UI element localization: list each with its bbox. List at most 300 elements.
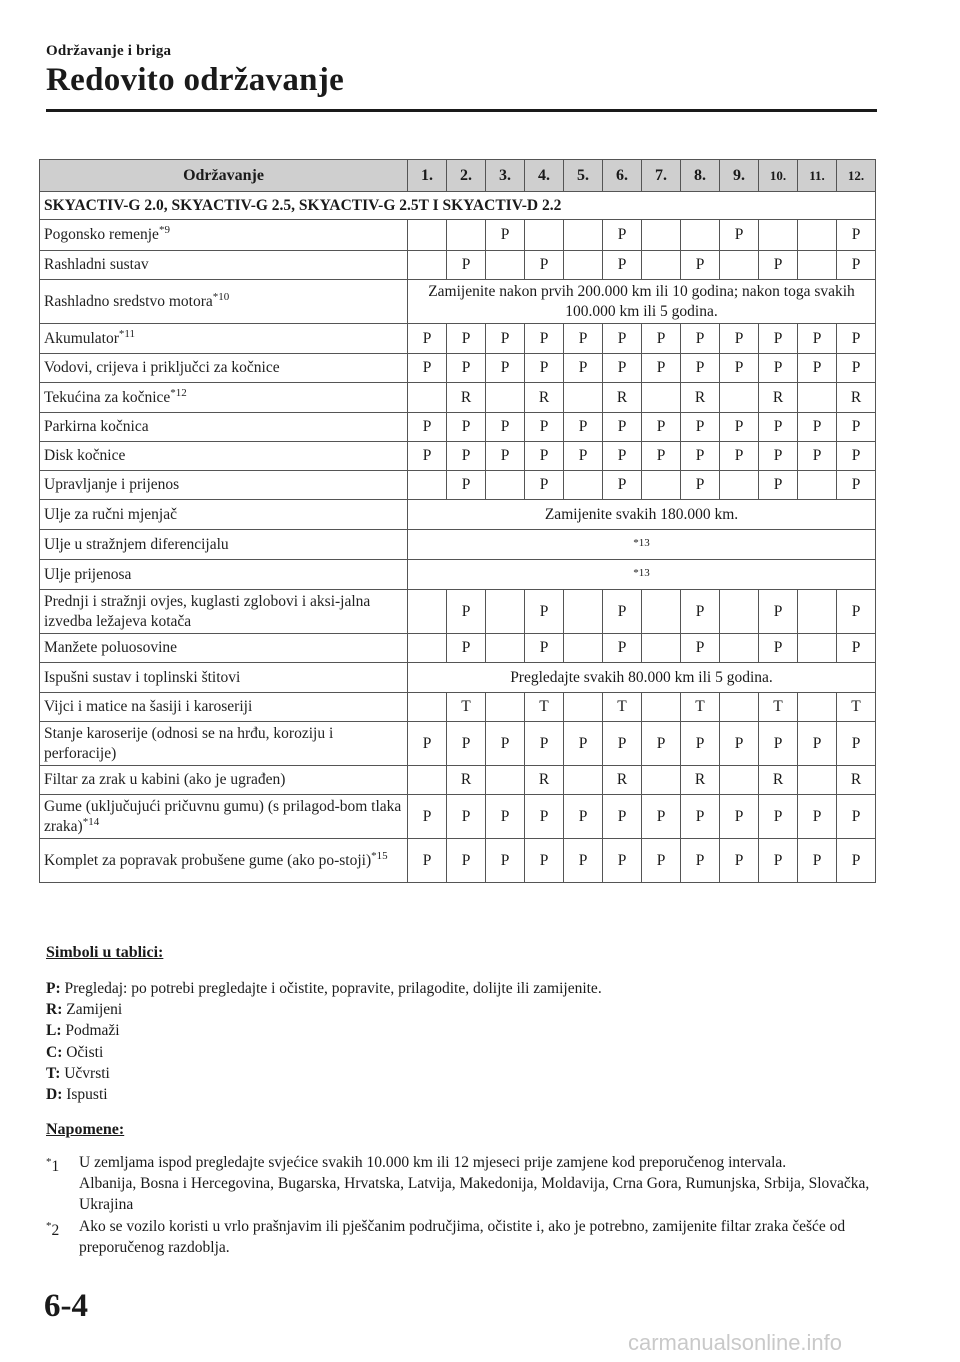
note-body <box>79 1152 876 1216</box>
table-cell <box>798 471 837 500</box>
table-cell: P <box>447 324 486 354</box>
table-cell: P <box>681 251 720 280</box>
watermark: carmanualsonline.info <box>628 1330 843 1355</box>
row-label <box>40 839 408 883</box>
table-cell: P <box>408 324 447 354</box>
row-label-text: Upravljanje i prijenos <box>44 476 180 493</box>
table-cell <box>408 634 447 663</box>
table-cell: P <box>681 795 720 839</box>
table-cell <box>408 251 447 280</box>
table-cell <box>486 693 525 722</box>
symbol-text: Ispusti <box>66 1086 108 1104</box>
row-label-text: Ulje u stražnjem diferencijalu <box>44 535 229 553</box>
row-label <box>40 560 408 590</box>
table-cell: P <box>837 220 876 251</box>
table-cell: P <box>681 324 720 354</box>
table-cell: P <box>798 354 837 383</box>
table-cell: P <box>525 722 564 766</box>
table-row <box>40 663 876 693</box>
table-cell: P <box>759 722 798 766</box>
table-cell <box>486 383 525 413</box>
table-cell: P <box>681 413 720 442</box>
table-row <box>40 220 876 251</box>
table-row <box>40 766 876 795</box>
note-marker <box>46 1216 79 1258</box>
symbol-item <box>46 1020 602 1041</box>
header-interval: 2. <box>447 160 486 192</box>
table-cell: P <box>525 354 564 383</box>
table-cell <box>720 251 759 280</box>
note-asterisk: * <box>46 1156 52 1168</box>
table-cell: P <box>681 354 720 383</box>
table-cell <box>720 693 759 722</box>
table-cell: P <box>798 413 837 442</box>
header-interval: 3. <box>486 160 525 192</box>
table-cell: P <box>525 324 564 354</box>
table-cell: R <box>603 766 642 795</box>
table-cell <box>642 383 681 413</box>
table-cell <box>486 766 525 795</box>
table-cell <box>798 693 837 722</box>
table-cell: P <box>681 471 720 500</box>
table-row <box>40 442 876 471</box>
table-cell: P <box>486 442 525 471</box>
row-label <box>40 442 408 471</box>
table-cell: P <box>759 471 798 500</box>
table-cell <box>798 251 837 280</box>
table-cell: P <box>447 442 486 471</box>
note-item <box>46 1152 876 1216</box>
table-row <box>40 383 876 413</box>
table-cell: P <box>759 839 798 883</box>
table-cell: T <box>681 693 720 722</box>
header-interval: 4. <box>525 160 564 192</box>
table-row <box>40 590 876 634</box>
table-cell <box>486 471 525 500</box>
row-label <box>40 280 408 324</box>
table-row <box>40 251 876 280</box>
symbol-item <box>46 978 602 999</box>
table-cell: P <box>642 722 681 766</box>
table-row <box>40 354 876 383</box>
table-cell: P <box>603 442 642 471</box>
table-cell: P <box>642 442 681 471</box>
row-label <box>40 413 408 442</box>
table-cell <box>564 693 603 722</box>
symbol-key: L: <box>46 1022 62 1040</box>
header-interval: 1. <box>408 160 447 192</box>
table-cell: P <box>681 442 720 471</box>
symbol-key: C: <box>46 1043 63 1061</box>
table-cell: P <box>525 442 564 471</box>
table-cell: P <box>447 354 486 383</box>
span-cell: Zamijenite nakon prvih 200.000 km ili 10 godina; nakon toga svakih 100.000 km ili 5 godina. <box>408 280 876 324</box>
note-line: Ako se vozilo koristi u vrlo prašnjavim ili pješčanim područjima, očistite i, ako je potrebno, zamijenite filtar zraka češće od preporučenog razdoblja. <box>79 1217 846 1256</box>
table-cell: P <box>408 722 447 766</box>
table-cell: P <box>720 354 759 383</box>
table-cell: P <box>642 839 681 883</box>
table-cell: R <box>447 383 486 413</box>
table-cell <box>759 220 798 251</box>
row-label-text: Stanje karoserije (odnosi se na hrđu, koroziju i perforacije) <box>44 724 334 762</box>
table-cell: R <box>759 383 798 413</box>
table-cell <box>525 220 564 251</box>
table-cell: P <box>837 722 876 766</box>
table-cell: P <box>603 590 642 634</box>
table-cell: P <box>486 839 525 883</box>
header-interval: 10. <box>759 160 798 192</box>
row-label-text: Tekućina za kočnice <box>44 388 171 406</box>
table-row <box>40 413 876 442</box>
table-cell: P <box>408 354 447 383</box>
table-cell: P <box>642 795 681 839</box>
note-number: 2 <box>51 1221 60 1239</box>
table-cell <box>408 383 447 413</box>
row-label <box>40 471 408 500</box>
table-cell: P <box>486 354 525 383</box>
page-number: 6-4 <box>44 1288 88 1324</box>
symbol-key: T: <box>46 1064 61 1082</box>
row-label-text: Disk kočnice <box>44 447 126 464</box>
footnote-ref: *15 <box>371 849 388 862</box>
table-cell <box>408 693 447 722</box>
engine-row-label: SKYACTIV-G 2.0, SKYACTIV-G 2.5, SKYACTIV-G 2.5T I SKYACTIV-D 2.2 <box>40 192 876 220</box>
symbol-text: Očisti <box>66 1043 104 1061</box>
table-cell <box>564 251 603 280</box>
table-cell: P <box>447 413 486 442</box>
table-cell: P <box>798 324 837 354</box>
symbols-heading: Simboli u tablici: <box>46 944 164 961</box>
note-number: 1 <box>51 1158 60 1176</box>
table-cell <box>564 383 603 413</box>
table-row <box>40 500 876 530</box>
table-cell: P <box>525 413 564 442</box>
table-cell <box>720 590 759 634</box>
table-cell: P <box>837 324 876 354</box>
table-cell: P <box>447 634 486 663</box>
row-label <box>40 530 408 560</box>
table-cell: P <box>603 471 642 500</box>
table-cell <box>681 220 720 251</box>
row-label-text: Akumulator <box>44 329 119 347</box>
span-cell: Zamijenite svakih 180.000 km. <box>408 500 876 530</box>
row-label-text: Ulje prijenosa <box>44 565 132 583</box>
table-cell: P <box>642 354 681 383</box>
table-cell: P <box>525 839 564 883</box>
row-label <box>40 220 408 251</box>
table-cell <box>447 220 486 251</box>
table-cell: P <box>564 722 603 766</box>
symbol-item <box>46 1042 602 1063</box>
footnote-cell: *13 <box>408 530 876 560</box>
table-cell: P <box>603 354 642 383</box>
table-cell <box>642 634 681 663</box>
table-cell: P <box>759 251 798 280</box>
row-label <box>40 500 408 530</box>
table-cell: P <box>486 795 525 839</box>
table-row <box>40 634 876 663</box>
table-cell: P <box>564 324 603 354</box>
table-cell: P <box>603 220 642 251</box>
note-asterisk: * <box>46 1219 52 1232</box>
table-cell: P <box>720 795 759 839</box>
header-interval: 9. <box>720 160 759 192</box>
symbol-text: Pregledaj: po potrebi pregledajte i očistite, popravite, prilagodite, dolijte ili zamijenite. <box>64 980 602 997</box>
note-line: U zemljama ispod pregledajte svjećice svakih 10.000 km ili 12 mjeseci prije zamjene kod preporučenog intervala. <box>79 1154 787 1171</box>
table-cell: P <box>720 839 759 883</box>
table-cell: P <box>837 590 876 634</box>
table-row <box>40 324 876 354</box>
table-cell: P <box>564 442 603 471</box>
note-marker <box>46 1152 79 1216</box>
header-interval: 8. <box>681 160 720 192</box>
table-cell: P <box>603 634 642 663</box>
table-cell: P <box>837 354 876 383</box>
table-cell <box>798 634 837 663</box>
row-label-text: Vijci i matice na šasiji i karoseriji <box>44 698 253 715</box>
header-interval: 12. <box>837 160 876 192</box>
table-cell: P <box>681 590 720 634</box>
table-cell: P <box>798 839 837 883</box>
table-cell <box>798 766 837 795</box>
table-cell: P <box>525 634 564 663</box>
table-cell <box>642 251 681 280</box>
footnote-ref: *12 <box>170 386 187 399</box>
table-cell: P <box>837 413 876 442</box>
table-cell: P <box>759 590 798 634</box>
table-cell: P <box>837 471 876 500</box>
row-label <box>40 383 408 413</box>
row-label-text: Ispušni sustav i toplinski štitovi <box>44 668 241 686</box>
table-cell: T <box>759 693 798 722</box>
table-cell: R <box>447 766 486 795</box>
table-cell: P <box>408 795 447 839</box>
row-label-text: Parkirna kočnica <box>44 418 149 435</box>
table-cell: P <box>798 795 837 839</box>
table-cell: P <box>447 795 486 839</box>
table-cell: T <box>837 693 876 722</box>
symbol-key: D: <box>46 1086 63 1104</box>
table-row <box>40 795 876 839</box>
table-cell: P <box>603 839 642 883</box>
row-label <box>40 663 408 693</box>
note-body <box>79 1216 876 1258</box>
table-cell <box>720 634 759 663</box>
row-label <box>40 795 408 839</box>
footnote-ref: *10 <box>212 290 230 303</box>
table-cell <box>720 471 759 500</box>
table-cell: P <box>720 442 759 471</box>
note-item <box>46 1216 876 1258</box>
table-cell: R <box>759 766 798 795</box>
table-cell: P <box>525 251 564 280</box>
footnote-cell: *13 <box>408 560 876 590</box>
table-body <box>40 192 876 883</box>
table-cell: P <box>681 634 720 663</box>
table-cell <box>720 383 759 413</box>
notes-heading: Napomene: <box>46 1121 125 1138</box>
table-cell: P <box>759 354 798 383</box>
symbol-text: Podmaži <box>65 1022 120 1040</box>
footnote-ref: *14 <box>82 815 100 828</box>
table-cell: P <box>603 795 642 839</box>
table-cell: P <box>720 324 759 354</box>
table-header-row <box>40 160 876 192</box>
table-cell <box>564 766 603 795</box>
table-cell: P <box>564 839 603 883</box>
table-cell: R <box>837 383 876 413</box>
table-row <box>40 839 876 883</box>
table-cell <box>564 471 603 500</box>
table-cell <box>486 251 525 280</box>
table-row <box>40 722 876 766</box>
table-cell <box>408 471 447 500</box>
table-cell: P <box>447 471 486 500</box>
symbol-item <box>46 999 602 1020</box>
symbol-text: Učvrsti <box>64 1064 110 1082</box>
table-cell: T <box>603 693 642 722</box>
table-cell: P <box>837 442 876 471</box>
table-cell: P <box>603 324 642 354</box>
symbol-text: Zamijeni <box>66 1001 123 1019</box>
table-cell: P <box>486 324 525 354</box>
table-cell: P <box>837 839 876 883</box>
symbol-item <box>46 1063 602 1084</box>
row-label-text: Prednji i stražnji ovjes, kuglasti zglobovi i aksi-jalna izvedba ležajeva kotača <box>44 592 371 630</box>
symbol-key: R: <box>46 1001 63 1019</box>
table-cell: P <box>408 839 447 883</box>
table-cell: P <box>408 442 447 471</box>
table-cell: P <box>642 324 681 354</box>
table-cell: P <box>603 251 642 280</box>
table-cell: P <box>525 590 564 634</box>
table-cell: R <box>837 766 876 795</box>
table-cell <box>408 766 447 795</box>
table-cell <box>798 590 837 634</box>
note-line: Albanija, Bosna i Hercegovina, Bugarska, Hrvatska, Latvija, Makedonija, Moldavija, Crna Gora, Rumunjska, Srbija, Slovačka, Ukrajina <box>79 1175 870 1214</box>
table-row <box>40 693 876 722</box>
row-label <box>40 766 408 795</box>
row-label-text: Gume (uključujući pričuvnu gumu) (s prilagod-bom tlaka zraka) <box>44 797 402 835</box>
table-cell <box>564 220 603 251</box>
table-cell: P <box>759 324 798 354</box>
table-cell <box>798 383 837 413</box>
row-label <box>40 354 408 383</box>
table-row <box>40 560 876 590</box>
table-cell: P <box>759 634 798 663</box>
table-cell: T <box>525 693 564 722</box>
header-item-label: Održavanje <box>40 160 408 192</box>
table-cell: P <box>837 634 876 663</box>
table-cell <box>642 590 681 634</box>
table-cell: P <box>564 413 603 442</box>
row-label-text: Komplet za popravak probušene gume (ako po-stoji) <box>44 851 372 869</box>
table-cell: P <box>798 722 837 766</box>
table-cell: P <box>486 413 525 442</box>
table-cell: R <box>681 766 720 795</box>
row-label-text: Filtar za zrak u kabini (ako je ugrađen) <box>44 771 286 788</box>
table-cell: P <box>525 795 564 839</box>
table-cell: P <box>564 354 603 383</box>
row-label <box>40 251 408 280</box>
title-divider <box>46 109 877 112</box>
header-interval: 5. <box>564 160 603 192</box>
table-cell: P <box>720 413 759 442</box>
row-label-text: Ulje za ručni mjenjač <box>44 505 177 523</box>
table-row <box>40 471 876 500</box>
row-label-text: Manžete poluosovine <box>44 639 178 656</box>
header-interval: 6. <box>603 160 642 192</box>
table-cell <box>642 766 681 795</box>
table-cell <box>564 590 603 634</box>
symbols-list <box>46 978 602 1105</box>
table-cell <box>642 471 681 500</box>
table-cell: P <box>642 413 681 442</box>
table-cell <box>642 693 681 722</box>
table-cell <box>720 766 759 795</box>
table-cell: P <box>759 413 798 442</box>
row-label <box>40 634 408 663</box>
table-cell: P <box>525 471 564 500</box>
row-label-text: Rashladno sredstvo motora <box>44 292 213 310</box>
table-cell: R <box>525 766 564 795</box>
footnote-ref: *9 <box>158 223 170 236</box>
table-cell: P <box>447 251 486 280</box>
table-cell: P <box>486 220 525 251</box>
table-cell: T <box>447 693 486 722</box>
header-interval: 7. <box>642 160 681 192</box>
header-interval: 11. <box>798 160 837 192</box>
table-cell: R <box>525 383 564 413</box>
table-cell <box>408 590 447 634</box>
engine-row <box>40 192 876 220</box>
span-cell: Pregledajte svakih 80.000 km ili 5 godina. <box>408 663 876 693</box>
notes-list <box>46 1152 876 1258</box>
row-label <box>40 693 408 722</box>
table-cell <box>486 634 525 663</box>
footnote-ref: *11 <box>118 327 135 340</box>
section-label: Održavanje i briga <box>46 43 172 59</box>
table-cell <box>486 590 525 634</box>
symbol-key: P: <box>46 980 61 997</box>
row-label <box>40 722 408 766</box>
page-title: Redovito održavanje <box>46 62 345 98</box>
table-row <box>40 530 876 560</box>
table-cell <box>798 220 837 251</box>
table-cell: P <box>798 442 837 471</box>
table-cell: P <box>759 442 798 471</box>
row-label <box>40 324 408 354</box>
row-label-text: Vodovi, crijeva i priključci za kočnice <box>44 359 280 376</box>
row-label-text: Pogonsko remenje <box>44 226 159 243</box>
table-cell <box>564 634 603 663</box>
table-cell: P <box>720 722 759 766</box>
symbol-item <box>46 1084 602 1105</box>
table-cell: P <box>486 722 525 766</box>
table-cell: P <box>603 413 642 442</box>
table-cell: P <box>759 795 798 839</box>
maintenance-table <box>39 159 876 883</box>
table-cell: P <box>447 839 486 883</box>
table-cell: P <box>564 795 603 839</box>
table-cell: P <box>720 220 759 251</box>
table-cell: P <box>447 590 486 634</box>
table-cell: P <box>837 251 876 280</box>
table-cell: R <box>681 383 720 413</box>
table-cell <box>408 220 447 251</box>
table-cell: P <box>408 413 447 442</box>
table-cell: P <box>447 722 486 766</box>
